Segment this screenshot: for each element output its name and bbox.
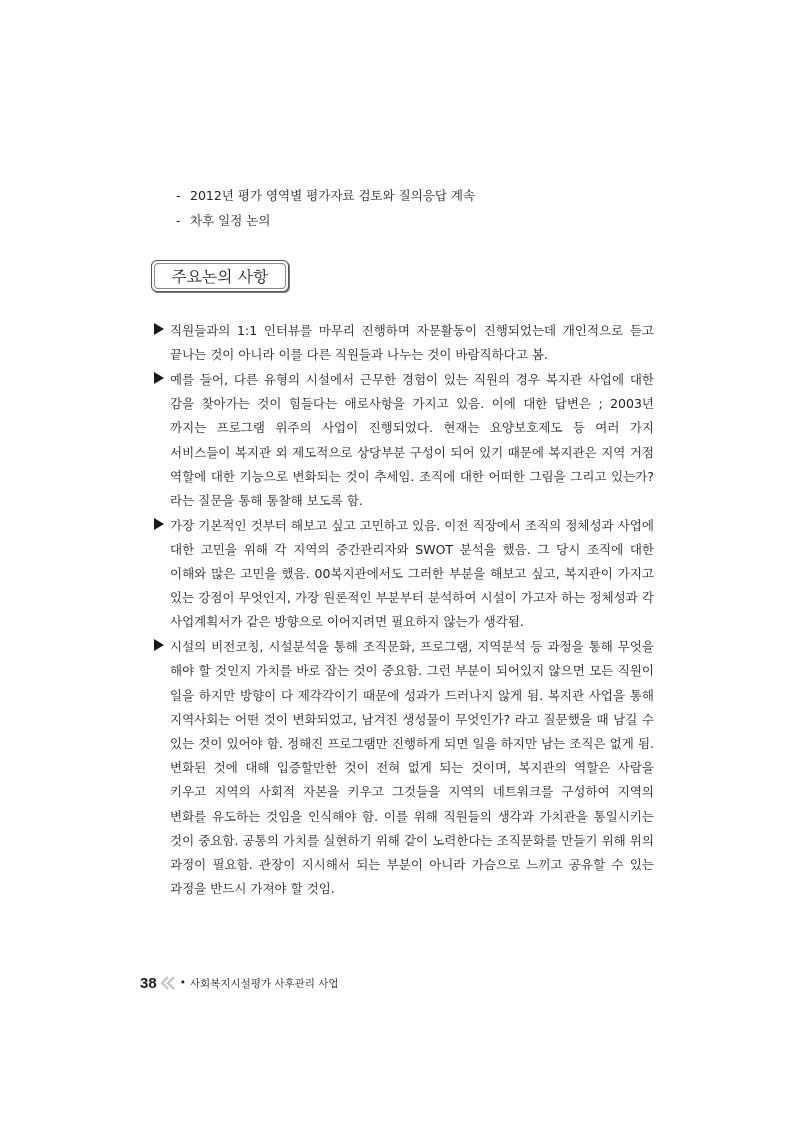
footer-label: 사회복지시설평가 사후관리 사업: [189, 977, 339, 990]
discussion-item: [154, 514, 654, 635]
section-heading-box: [151, 260, 289, 292]
triangle-bullet-icon: [154, 639, 164, 651]
footer-bullet: •: [179, 977, 186, 989]
dash-marker: -: [176, 213, 181, 228]
discussion-text: 직원들과의 1:1 인터뷰를 마무리 진행하며 자문활동이 진행되었는데 개인적으로 듣고 끝나는 것이 아니라 이를 다른 직원들과 나누는 것이 바람직하다고 봄.: [170, 323, 654, 363]
schedule-item: [176, 183, 475, 208]
discussion-text: 시설의 비전코칭, 시설분석을 통해 조직문화, 프로그램, 지역분석 등 과정을 통해 무엇을 해야 할 것인지 가치를 바로 잡는 것이 중요함. 그런 부분이 되어있지 않으면 모든 직원이 일을 하지만 방향이 다 제각각이기 때문에 성과가 드러나지 않게 됨. 복지관 사업을 통해 지역사회는 어떤 것이 변화되었고, 남겨진 생성물이 무엇인가? 라고 질문했을 때 남길 수 있는 것이 있어야 함. 정해진 프로그램만 진행하게 되면 일을 하지만 남는 조직은 없게 됨. 변화된 것에 대해 입증할만한 것이 전혀 없게 되는 것이며, 복지관의 역할은 사람을 키우고 지역의 사회적 자본을 키우고 그것들을 지역의 네트워크를 구성하여 지역의 변화를 유도하는 것임을 인식해야 함. 이를 위해 직원들의 생각과 가치관을 통일시키는 것이 중요함. 공통의 가치를 실현하기 위해 같이 노력한다는 조직문화를 만들기 위해 위의 과정이 필요함. 관장이 지시해서 되는 부분이 아니라 가슴으로 느끼고 공유할 수 있는 과정을 반드시 가져야 할 것임.: [170, 639, 654, 897]
page-number: 38: [140, 974, 157, 992]
schedule-list: [176, 183, 475, 233]
discussion-text: 가장 기본적인 것부터 해보고 싶고 고민하고 있음. 이전 직장에서 조직의 정체성과 사업에 대한 고민을 위해 각 지역의 중간관리자와 SWOT 분석을 했음. 그 당시 조직에 대한 이해와 많은 고민을 했음. 00복지관에서도 그러한 부분을 해보고 싶고, 복지관이 가지고 있는 강점이 무엇인지, 가장 원론적인 부분부터 분석하여 시설이 가고자 하는 정체성과 각 사업계획서가 같은 방향으로 이어지려면 필요하지 않는가 생각됨.: [170, 517, 654, 630]
page-footer: [140, 971, 339, 995]
dash-marker: -: [176, 188, 181, 203]
section-heading: 주요논의 사항: [154, 263, 286, 289]
schedule-item-text: 차후 일정 논의: [190, 213, 271, 228]
triangle-bullet-icon: [154, 372, 164, 384]
discussion-text: 예를 들어, 다른 유형의 시설에서 근무한 경험이 있는 직원의 경우 복지관 사업에 대한 감을 찾아가는 것이 힘들다는 애로사항을 가지고 있음. 이에 대한 답변은 ; 2003년 까지는 프로그램 위주의 사업이 진행되었다. 현재는 요양보호제도 등 여러 가지 서비스들이 복지관 외 제도적으로 상당부분 구성이 되어 있기 때문에 복지관은 지역 거점 역할에 대한 기능으로 변화되는 것이 추세임. 조직에 대한 어떠한 그림을 그리고 있는가? 라는 질문을 통해 통찰해 보도록 함.: [170, 371, 654, 508]
triangle-bullet-icon: [154, 518, 164, 530]
discussion-item: [154, 635, 654, 901]
discussion-item: [154, 368, 654, 513]
triangle-bullet-icon: [154, 323, 164, 335]
schedule-item-text: 2012년 평가 영역별 평가자료 검토와 질의응답 계속: [190, 188, 476, 203]
double-chevron-left-icon: [160, 976, 176, 990]
discussion-item: [154, 319, 654, 367]
schedule-item: [176, 208, 475, 233]
discussion-list: [154, 319, 654, 902]
